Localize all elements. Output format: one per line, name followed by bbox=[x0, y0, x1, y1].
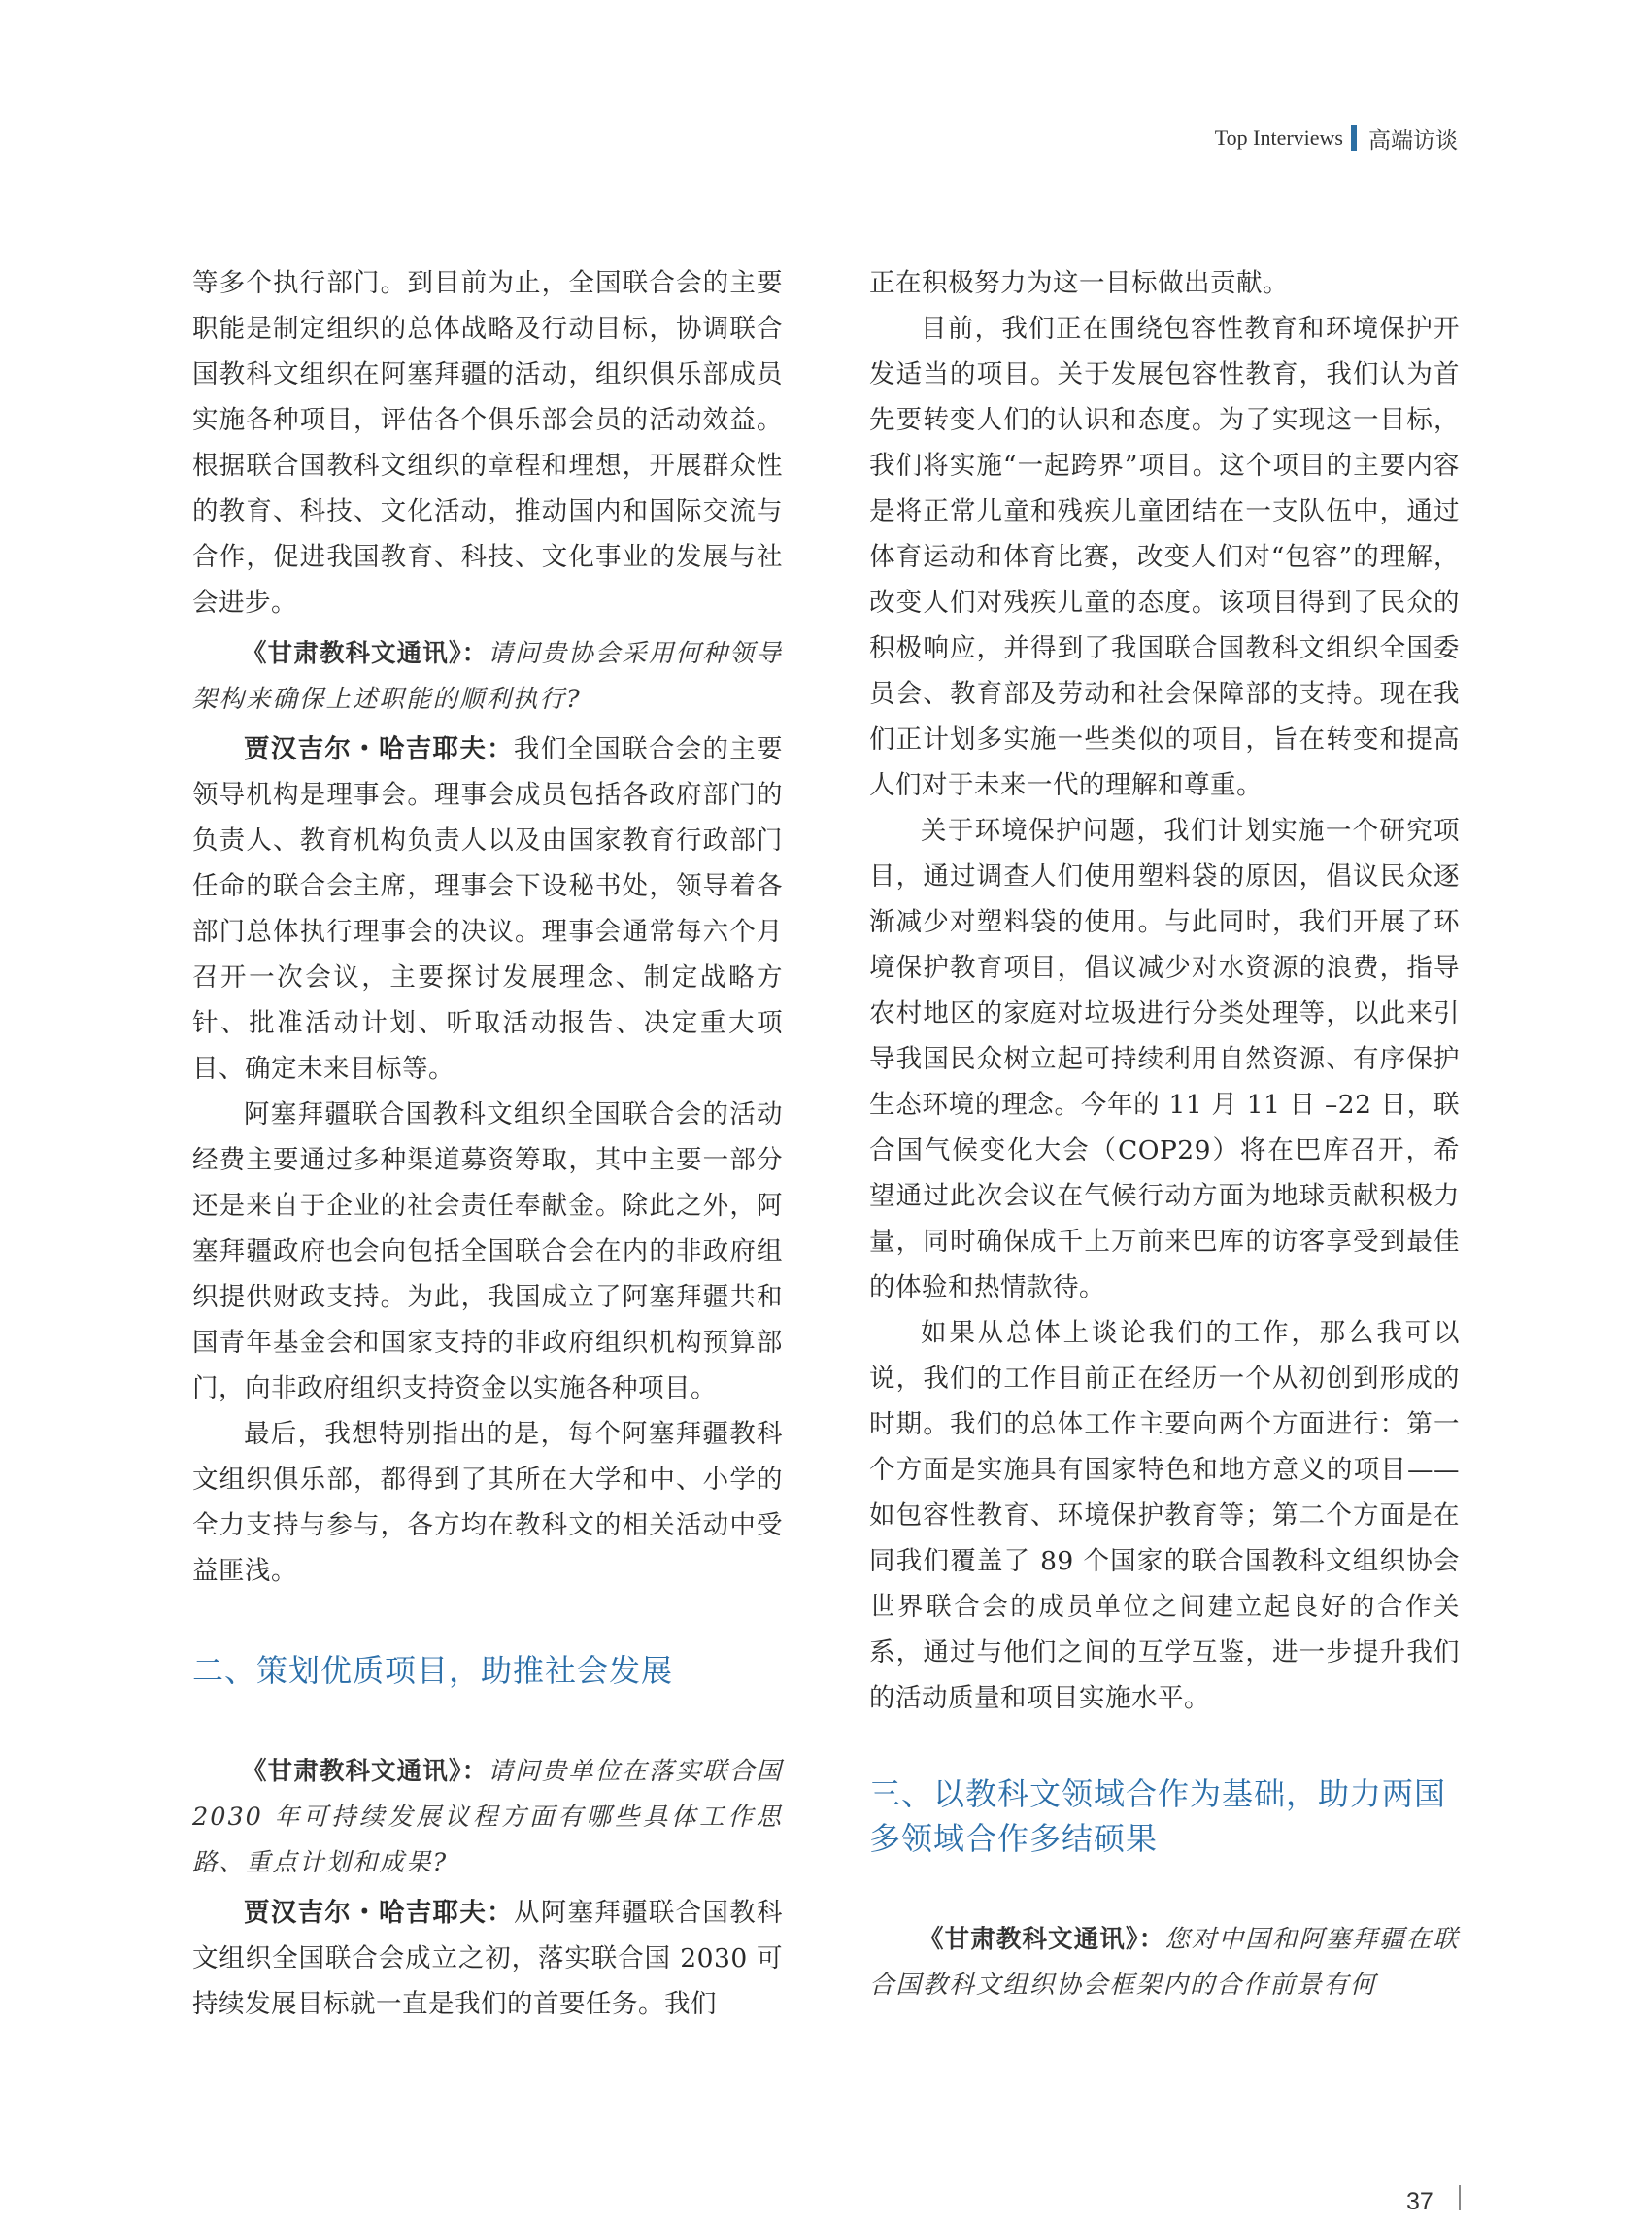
answer-speaker: 贾汉吉尔・哈吉耶夫： bbox=[244, 1898, 514, 1928]
paragraph: 最后，我想特别指出的是，每个阿塞拜疆教科文组织俱乐部，都得到了其所在大学和中、小学的全力支持与参与，各方均在教科文的相关活动中受益匪浅。 bbox=[192, 1419, 783, 1586]
paragraph: 如果从总体上谈论我们的工作，那么我可以说，我们的工作目前正在经历一个从初创到形成的时期。我们的总体工作主要向两个方面进行：第一个方面是实施具有国家特色和地方意义的项目——如包容性教育、环境保护教育等；第二个方面是在同我们覆盖了 89 个国家的联合国教科文组织协会世界联合会的成员单位之间建立起良好的合作关系，通过与他们之间的互学互鉴，进一步提升我们的活动质量和项目实施水平。 bbox=[869, 1318, 1460, 1713]
interview-question bbox=[869, 1917, 1460, 2008]
question-text: 请问贵协会采用何种领导架构来确保上述职能的顺利执行? bbox=[192, 639, 783, 714]
header-divider-bar bbox=[1351, 125, 1357, 151]
paragraph: 目前，我们正在围绕包容性教育和环境保护开发适当的项目。关于发展包容性教育，我们认为首先要转变人们的认识和态度。为了实现这一目标，我们将实施“一起跨界”项目。这个项目的主要内容是将正常儿童和残疾儿童团结在一支队伍中，通过体育运动和体育比赛，改变人们对“包容”的理解，改变人们对残疾儿童的态度。该项目得到了民众的积极响应，并得到了我国联合国教科文组织全国委员会、教育部及劳动和社会保障部的支持。现在我们正计划多实施一些类似的项目，旨在转变和提高人们对于未来一代的理解和尊重。 bbox=[869, 314, 1460, 800]
page-number: 37 bbox=[1406, 2188, 1433, 2215]
interview-answer bbox=[192, 1890, 783, 2027]
footer-divider bbox=[1459, 2185, 1461, 2210]
section-heading: 二、策划优质项目，助推社会发展 bbox=[192, 1652, 674, 1689]
left-column bbox=[192, 260, 783, 2027]
paragraph: 等多个执行部门。到目前为止，全国联合会的主要职能是制定组织的总体战略及行动目标，协调联合国教科文组织在阿塞拜疆的活动，组织俱乐部成员实施各种项目，评估各个俱乐部会员的活动效益。根据联合国教科文组织的章程和理想，开展群众性的教育、科技、文化活动，推动国内和国际交流与合作，促进我国教育、科技、文化事业的发展与社会进步。 bbox=[192, 268, 783, 618]
paragraph: 阿塞拜疆联合国教科文组织全国联合会的活动经费主要通过多种渠道募资筹取，其中主要一部分还是来自于企业的社会责任奉献金。除此之外，阿塞拜疆政府也会向包括全国联合会在内的非政府组织提供财政支持。为此，我国成立了阿塞拜疆共和国青年基金会和国家支持的非政府组织机构预算部门，向非政府组织支持资金以实施各种项目。 bbox=[192, 1099, 783, 1403]
question-source: 《甘肃教科文通讯》： bbox=[242, 1757, 489, 1786]
header-chinese-title: 高端访谈 bbox=[1368, 127, 1458, 153]
interview-question bbox=[192, 1749, 783, 1886]
question-source: 《甘肃教科文通讯》： bbox=[242, 639, 489, 668]
question-text: 您对中国和阿塞拜疆在联合国教科文组织协会框架内的合作前景有何 bbox=[869, 1925, 1460, 2000]
interview-answer bbox=[192, 726, 783, 1092]
running-header bbox=[1215, 120, 1458, 155]
answer-text: 我们全国联合会的主要领导机构是理事会。理事会成员包括各政府部门的负责人、教育机构负责人以及由国家教育行政部门任命的联合会主席，理事会下设秘书处，领导着各部门总体执行理事会的决议。理事会通常每六个月召开一次会议，主要探讨发展理念、制定战略方针、批准活动计划、听取活动报告、决定重大项目、确定未来目标等。 bbox=[192, 734, 784, 1084]
right-column bbox=[869, 260, 1460, 2012]
paragraph: 关于环境保护问题，我们计划实施一个研究项目，通过调查人们使用塑料袋的原因，倡议民众逐渐减少对塑料袋的使用。与此同时，我们开展了环境保护教育项目，倡议减少对水资源的浪费，指导农村地区的家庭对垃圾进行分类处理等，以此来引导我国民众树立起可持续利用自然资源、有序保护生态环境的理念。今年的 11 月 11 日 –22 日，联合国气候变化大会（COP29）将在巴库召开，希望通过此次会议在气候行动方面为地球贡献积极力量，同时确保成千上万前来巴库的访客享受到最佳的体验和热情款待。 bbox=[869, 816, 1460, 1302]
section-heading: 三、以教科文领域合作为基础，助力两国多领域合作多结硕果 bbox=[869, 1775, 1447, 1857]
header-english-title: Top Interviews bbox=[1214, 125, 1343, 150]
interview-question bbox=[192, 631, 783, 723]
question-source: 《甘肃教科文通讯》： bbox=[919, 1925, 1165, 1954]
answer-speaker: 贾汉吉尔・哈吉耶夫： bbox=[244, 734, 514, 764]
answer-text: 从阿塞拜疆联合国教科文组织全国联合会成立之初，落实联合国 2030 可持续发展目标就一直是我们的首要任务。我们 bbox=[192, 1898, 784, 2019]
question-text: 请问贵单位在落实联合国 2030 年可持续发展议程方面有哪些具体工作思路、重点计划和成果? bbox=[192, 1757, 783, 1877]
paragraph: 正在积极努力为这一目标做出贡献。 bbox=[869, 268, 1289, 298]
